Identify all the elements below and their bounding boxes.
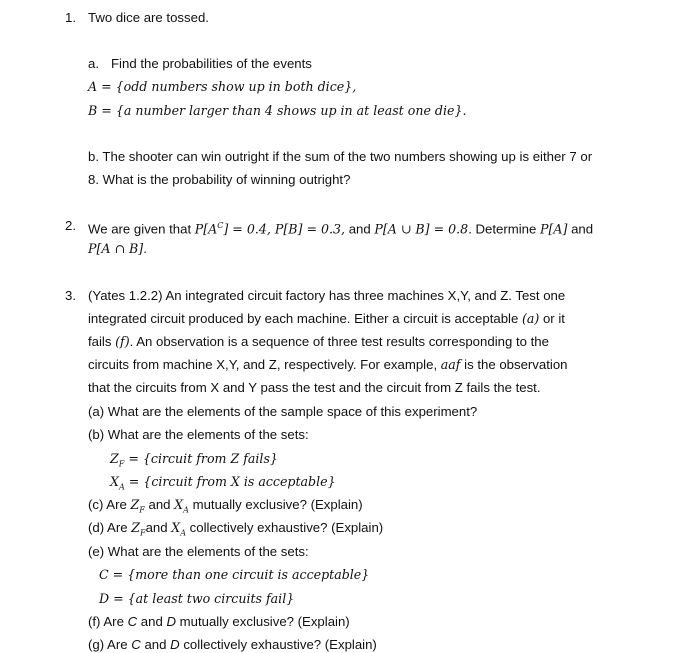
line-text: integrated circuit produced by each machine. Either a circuit is acceptable <box>88 311 522 326</box>
problem-2-line-1 <box>88 218 593 237</box>
set-subscript: F <box>140 528 146 538</box>
set-symbol: X <box>174 497 184 512</box>
problem-2-text: We are given that <box>88 221 195 237</box>
prob-intersection: P[A ∩ B] <box>88 241 144 256</box>
prob-union: P[A ∪ B] = 0.8 <box>374 221 469 237</box>
fails-symbol: (f) <box>115 334 130 349</box>
line-text: or it <box>539 311 565 326</box>
q-text: mutually exclusive? (Explain) <box>188 497 363 512</box>
event-b-definition: B = {a number larger than 4 shows up in at least one die}. <box>88 103 467 118</box>
problem-3-line-4 <box>88 357 568 373</box>
line-text: is the observation <box>460 357 568 372</box>
acceptable-symbol: (a) <box>521 311 540 326</box>
set-zf-definition <box>110 451 278 473</box>
set-subscript: F <box>118 459 125 469</box>
line-text: circuits from machine X,Y, and Z, respectively. For example, <box>88 357 441 372</box>
event-a-definition: A = {odd numbers show up in both dice}, <box>88 79 357 94</box>
problem-1b-line-1: b. The shooter can win outright if the sum of the two numbers showing up is either 7 or <box>88 149 593 164</box>
problem-2-text: . <box>143 241 147 256</box>
problem-1a-label: a. <box>88 56 99 71</box>
set-subscript: A <box>118 482 125 492</box>
q-text: collectively exhaustive? (Explain) <box>179 637 377 652</box>
set-symbol: C <box>127 614 138 629</box>
set-d-definition: D = {at least two circuits fail} <box>99 591 295 606</box>
problem-3-line-2 <box>88 311 565 327</box>
line-text: fails <box>88 334 116 349</box>
problem-3-line-1: (Yates 1.2.2) An integrated circuit factory has three machines X,Y, and Z. Test one <box>88 288 566 303</box>
set-symbol: Z <box>130 497 140 512</box>
set-subscript: A <box>180 528 186 538</box>
q-text: and <box>140 637 171 652</box>
q-text: mutually exclusive? (Explain) <box>175 614 350 629</box>
problem-2-number: 2. <box>65 218 76 233</box>
question-d <box>88 520 383 542</box>
question-f <box>88 614 350 630</box>
set-symbol: Z <box>110 451 119 466</box>
question-e: (e) What are the elements of the sets: <box>88 544 309 559</box>
set-symbol: D <box>170 637 180 652</box>
set-symbol: D <box>166 614 176 629</box>
problem-3-line-3 <box>88 334 549 350</box>
q-text: and <box>145 520 172 535</box>
problem-1b-line-2: 8. What is the probability of winning outright? <box>88 172 351 187</box>
problem-1a-text: Find the probabilities of the events <box>111 56 312 71</box>
problem-3-line-5: that the circuits from X and Y pass the test and the circuit from Z fails the test. <box>88 380 541 395</box>
q-text: collectively exhaustive? (Explain) <box>186 520 384 535</box>
q-text: (f) Are <box>88 614 128 629</box>
set-body: = {circuit from Z fails} <box>124 451 278 466</box>
set-symbol: X <box>110 474 119 489</box>
set-symbol: X <box>171 520 181 535</box>
example-observation: aaf <box>440 357 461 372</box>
problem-1-title: Two dice are tossed. <box>88 10 209 25</box>
set-xa-definition <box>110 474 336 496</box>
q-text: and <box>144 497 175 512</box>
question-g <box>88 637 377 653</box>
question-c <box>88 497 363 519</box>
q-text: (d) Are <box>88 520 132 535</box>
set-symbol: C <box>131 637 141 652</box>
complement-superscript: C <box>217 221 224 230</box>
question-b: (b) What are the elements of the sets: <box>88 427 309 442</box>
prob-a-complement: P[A <box>194 221 218 237</box>
problem-3-number: 3. <box>65 288 76 303</box>
problem-2-text: and <box>567 221 594 237</box>
problem-2-text: . Determine <box>468 221 541 237</box>
set-body: = {circuit from X is acceptable} <box>124 474 336 489</box>
set-symbol: Z <box>131 520 141 535</box>
problem-1-number: 1. <box>65 10 76 25</box>
problem-2-line-2 <box>88 241 147 257</box>
problem-2-text: and <box>345 221 375 237</box>
q-text: (c) Are <box>88 497 131 512</box>
prob-values: ] = 0.4, P[B] = 0.3, <box>223 221 346 237</box>
set-subscript: A <box>183 505 189 515</box>
question-a: (a) What are the elements of the sample space of this experiment? <box>88 404 478 419</box>
q-text: (g) Are <box>88 637 132 652</box>
set-c-definition: C = {more than one circuit is acceptable} <box>99 567 370 582</box>
set-subscript: F <box>139 505 145 515</box>
prob-a: P[A] <box>540 221 568 237</box>
line-text: . An observation is a sequence of three test results corresponding to the <box>129 334 549 349</box>
q-text: and <box>137 614 167 629</box>
